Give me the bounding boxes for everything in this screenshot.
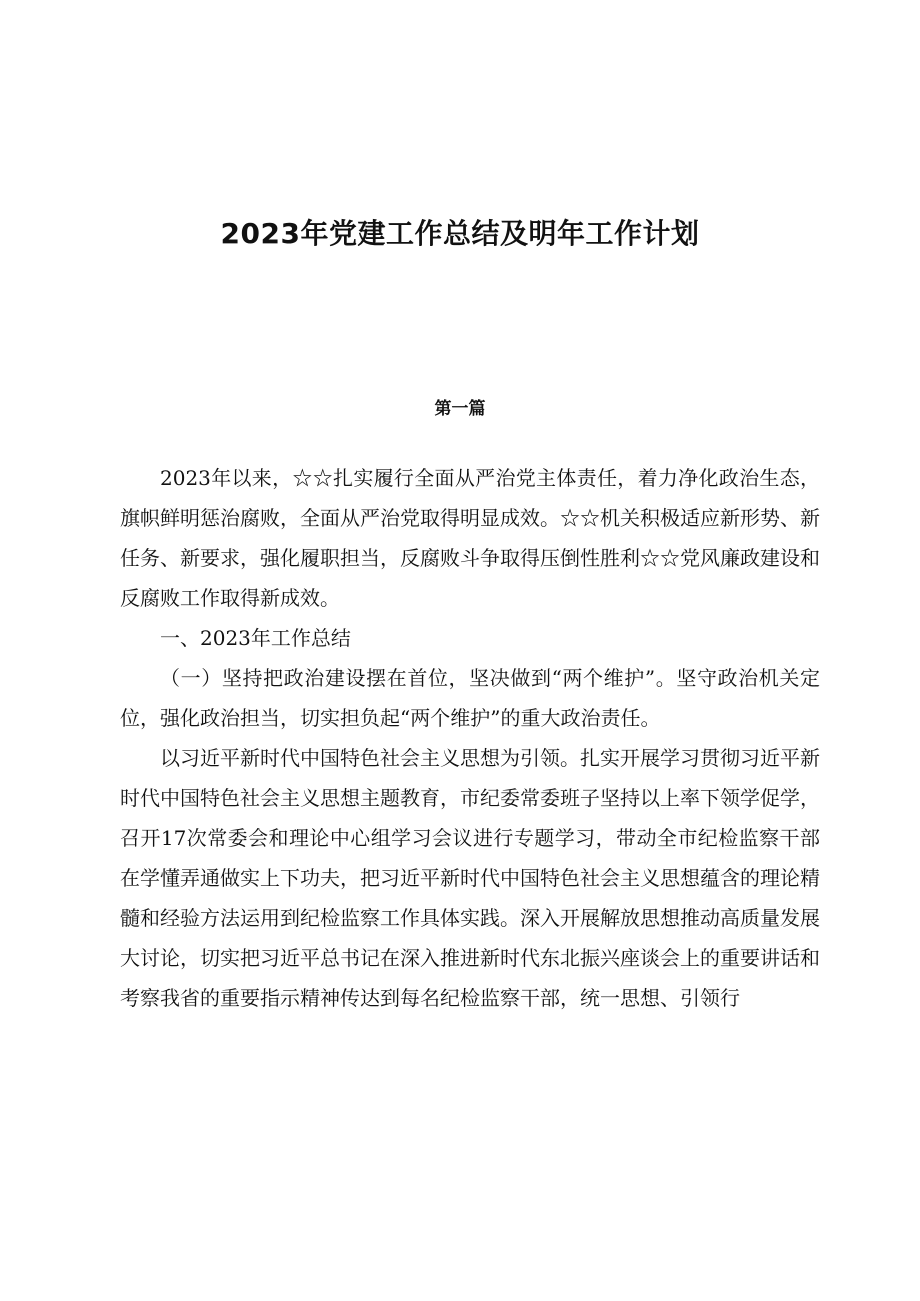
paragraph-heading-summary: 一、2023年工作总结	[160, 626, 351, 650]
section-heading: 第一篇	[434, 399, 486, 419]
paragraph-intro: 2023年以来，☆☆扎实履行全面从严治党主体责任，着力净化政治生态，旗帜鲜明惩治腐败，全面从严治党取得明显成效。☆☆机关积极适应新形势、新任务、新要求，强化履职担当，反腐败斗争取得压倒性胜利☆☆党风廉政建设和反腐败工作取得新成效。	[120, 466, 820, 610]
document-body	[120, 458, 820, 1018]
paragraph-subheading-one: （一）坚持把政治建设摆在首位，坚决做到“两个维护”。坚守政治机关定位，强化政治担当，切实担负起“两个维护”的重大政治责任。	[120, 666, 820, 730]
document-title: 2023年党建工作总结及明年工作计划	[220, 217, 700, 250]
paragraph-body: 以习近平新时代中国特色社会主义思想为引领。扎实开展学习贯彻习近平新时代中国特色社会主义思想主题教育，市纪委常委班子坚持以上率下领学促学，召开17次常委会和理论中心组学习会议进行专题学习，带动全市纪检监察干部在学懂弄通做实上下功夫，把习近平新时代中国特色社会主义思想蕴含的理论精髓和经验方法运用到纪检监察工作具体实践。深入开展解放思想推动高质量发展大讨论，切实把习近平总书记在深入推进新时代东北振兴座谈会上的重要讲话和考察我省的重要指示精神传达到每名纪检监察干部，统一思想、引领行	[120, 746, 820, 1010]
